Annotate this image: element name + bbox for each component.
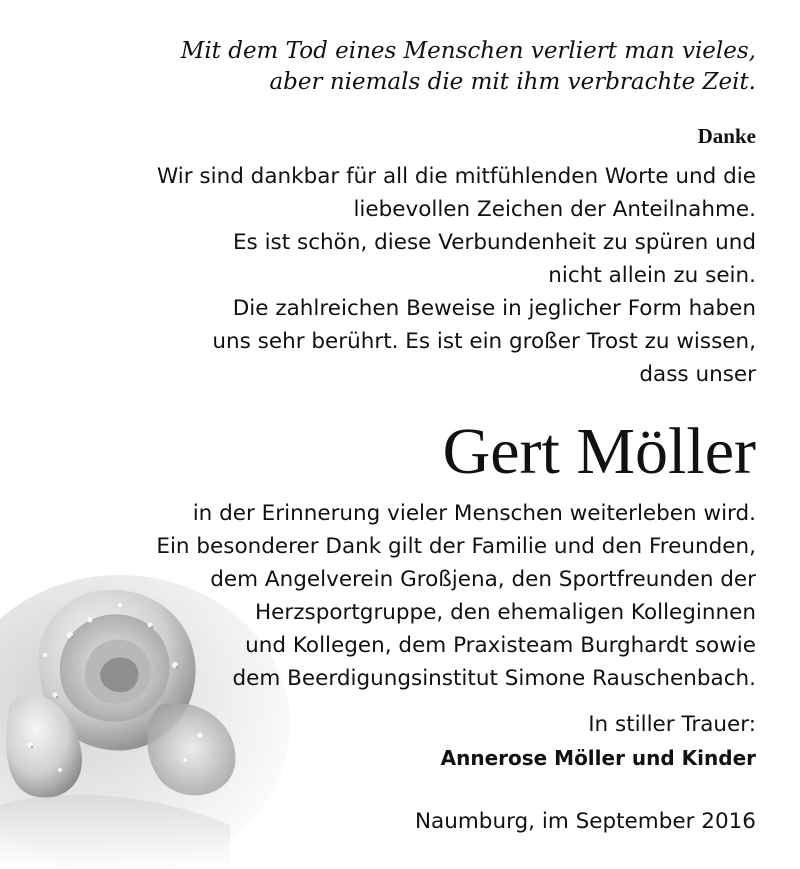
thanks-paragraph bbox=[40, 497, 756, 695]
deceased-name: Gert Möller bbox=[442, 415, 756, 488]
motto bbox=[40, 36, 756, 98]
motto-line: aber niemals die mit ihm verbrachte Zeit. bbox=[269, 69, 756, 95]
signer-names: Annerose Möller und Kinder bbox=[440, 746, 756, 770]
thanks-line: dem Beerdigungsinstitut Simone Rauschenbach. bbox=[232, 666, 756, 691]
motto-line: Mit dem Tod eines Menschen verliert man vieles, bbox=[180, 38, 756, 64]
thanks-line: in der Erinnerung vieler Menschen weiterleben wird. bbox=[192, 501, 756, 526]
closing-phrase: In stiller Trauer: bbox=[588, 712, 756, 737]
intro-line: liebevollen Zeichen der Anteilnahme. bbox=[353, 197, 756, 222]
intro-line: Es ist schön, diese Verbundenheit zu spüren und bbox=[232, 230, 756, 255]
intro-line: Wir sind dankbar für all die mitfühlenden Worte und die bbox=[156, 164, 756, 189]
thanks-line: Ein besonderer Dank gilt der Familie und den Freunden, bbox=[156, 534, 756, 559]
heading: Danke bbox=[697, 124, 756, 148]
intro-line: uns sehr berührt. Es ist ein großer Trost zu wissen, bbox=[212, 329, 756, 354]
thanks-line: und Kollegen, dem Praxisteam Burghardt sowie bbox=[245, 633, 756, 658]
place-date: Naumburg, im September 2016 bbox=[414, 809, 756, 834]
intro-paragraph bbox=[40, 160, 756, 391]
intro-line: Die zahlreichen Beweise in jeglicher Form haben bbox=[232, 296, 756, 321]
intro-line: dass unser bbox=[639, 362, 756, 387]
intro-line: nicht allein zu sein. bbox=[548, 263, 756, 288]
thanks-line: Herzsportgruppe, den ehemaligen Kolleginnen bbox=[255, 600, 756, 625]
thanks-line: dem Angelverein Großjena, den Sportfreunden der bbox=[210, 567, 756, 592]
